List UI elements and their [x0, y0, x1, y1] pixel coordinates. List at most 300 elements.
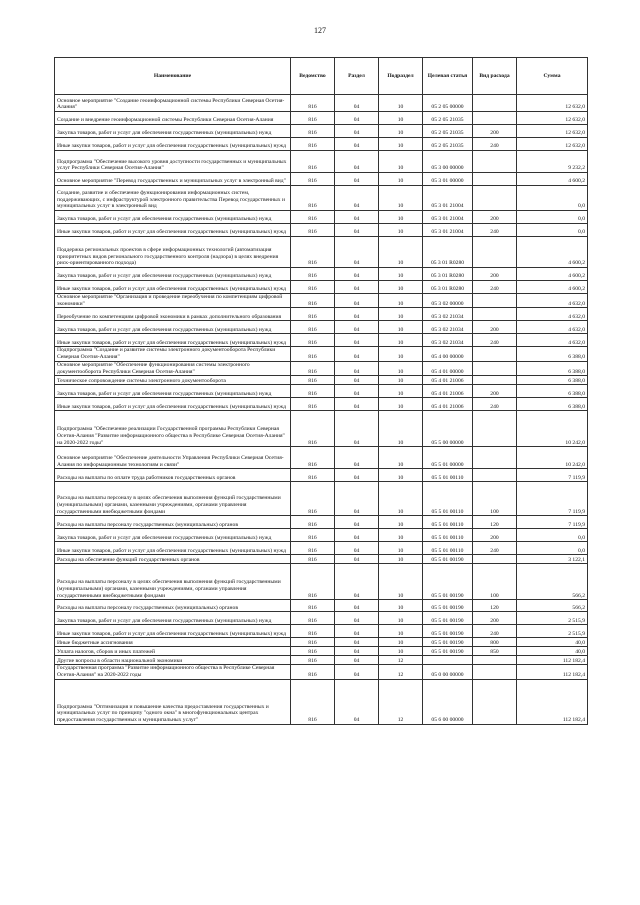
- cell-name: Расходы на выплаты персоналу государственных (муниципальных) органов: [55, 516, 291, 529]
- cell-subsection: 10: [379, 555, 423, 564]
- table-row: [55, 542, 588, 555]
- table-row: [55, 224, 588, 237]
- cell-department: 816: [291, 555, 335, 564]
- cell-subsection: 10: [379, 612, 423, 625]
- cell-subsection: 10: [379, 138, 423, 151]
- cell-subsection: 10: [379, 224, 423, 237]
- cell-subsection: 10: [379, 529, 423, 542]
- cell-target-article: 05 5 01 00190: [423, 564, 473, 600]
- cell-section: 04: [335, 376, 379, 385]
- cell-expense-type: 240: [473, 398, 517, 411]
- cell-section: 04: [335, 529, 379, 542]
- cell-department: 816: [291, 625, 335, 638]
- cell-amount: 112 182,4: [517, 656, 588, 665]
- cell-target-article: 05 3 00 00000: [423, 151, 473, 173]
- cell-target-article: 05 3 01 R0280: [423, 237, 473, 268]
- cell-subsection: 10: [379, 600, 423, 612]
- table-row: [55, 347, 588, 361]
- cell-section: 04: [335, 112, 379, 125]
- table-row: [55, 321, 588, 334]
- cell-department: 816: [291, 516, 335, 529]
- cell-section: 04: [335, 625, 379, 638]
- cell-name: Подпрограмма "Создание и развитие системы электронного документооборота Республики Северная Осетия-Алания": [55, 347, 291, 361]
- cell-name: Подпрограмма "Оптимизация и повышение качества предоставления государственных и муниципальных услуг по принципу "одного окна" в многофункциональных центрах предоставления государственных и муниципальных услуг": [55, 679, 291, 724]
- cell-amount: 2 515,9: [517, 612, 588, 625]
- cell-subsection: 10: [379, 281, 423, 294]
- cell-target-article: 05 5 01 00190: [423, 612, 473, 625]
- cell-target-article: 05 3 01 R0280: [423, 281, 473, 294]
- cell-expense-type: [473, 656, 517, 665]
- cell-section: 04: [335, 398, 379, 411]
- cell-department: 816: [291, 638, 335, 647]
- cell-amount: 6 388,0: [517, 347, 588, 361]
- cell-expense-type: [473, 555, 517, 564]
- cell-target-article: 05 6 00 00000: [423, 679, 473, 724]
- cell-name: Закупка товаров, работ и услуг для обеспечения государственных (муниципальных) нужд: [55, 385, 291, 398]
- cell-department: 816: [291, 151, 335, 173]
- cell-expense-type: 240: [473, 625, 517, 638]
- cell-expense-type: 120: [473, 600, 517, 612]
- cell-name: Подпрограмма "Обеспечение реализации Государственной программы Республики Северная Осетия-Алания "Развитие информационного общества в Республике Северная Осетия-Алания" на 2020-2022 годы": [55, 411, 291, 447]
- cell-department: 816: [291, 647, 335, 656]
- cell-department: 816: [291, 186, 335, 211]
- cell-expense-type: 200: [473, 321, 517, 334]
- cell-expense-type: [473, 469, 517, 482]
- header-department: Ведомство: [291, 58, 335, 95]
- cell-department: 816: [291, 665, 335, 679]
- cell-name: Иные закупки товаров, работ и услуг для обеспечения государственных (муниципальных) нужд: [55, 542, 291, 555]
- cell-name: Иные закупки товаров, работ и услуг для обеспечения государственных (муниципальных) нужд: [55, 281, 291, 294]
- cell-department: 816: [291, 211, 335, 224]
- cell-name: Создание, развитие и обеспечение функционирования информационных систем, поддерживающих, с инфраструктурой электронного правительства Перевод государственных и муниципальных услуг в электронный вид: [55, 186, 291, 211]
- cell-section: 04: [335, 564, 379, 600]
- cell-section: 04: [335, 600, 379, 612]
- cell-expense-type: 240: [473, 542, 517, 555]
- cell-target-article: 05 5 01 00190: [423, 638, 473, 647]
- cell-department: 816: [291, 294, 335, 308]
- table-row: [55, 625, 588, 638]
- cell-amount: 112 182,4: [517, 665, 588, 679]
- cell-amount: 4 600,2: [517, 281, 588, 294]
- cell-target-article: 05 5 01 00190: [423, 600, 473, 612]
- cell-section: 04: [335, 385, 379, 398]
- cell-name: Поддержка региональных проектов в сфере информационных технологий (автоматизация приоритетных видов регионального государственного контроля (надзора) в целях внедрения риск-ориентированного подхода): [55, 237, 291, 268]
- table-row: [55, 411, 588, 447]
- cell-subsection: 10: [379, 516, 423, 529]
- cell-department: 816: [291, 612, 335, 625]
- cell-target-article: 05 3 02 00000: [423, 294, 473, 308]
- cell-amount: 12 632,0: [517, 112, 588, 125]
- table-row: [55, 447, 588, 469]
- cell-target-article: 05 2 05 00000: [423, 95, 473, 112]
- table-row: [55, 281, 588, 294]
- table-row: [55, 555, 588, 564]
- cell-department: 816: [291, 281, 335, 294]
- cell-expense-type: 850: [473, 647, 517, 656]
- table-row: [55, 173, 588, 186]
- cell-name: Основное мероприятие "Организация и проведение переобучения по компетенциям цифровой экономики": [55, 294, 291, 308]
- cell-target-article: 05 2 05 21035: [423, 112, 473, 125]
- cell-expense-type: [473, 151, 517, 173]
- cell-name: Расходы на выплаты по оплате труда работников государственных органов: [55, 469, 291, 482]
- cell-amount: 40,0: [517, 647, 588, 656]
- cell-subsection: 10: [379, 125, 423, 138]
- header-section: Раздел: [335, 58, 379, 95]
- table-row: [55, 237, 588, 268]
- cell-section: 04: [335, 612, 379, 625]
- cell-amount: 6 388,0: [517, 398, 588, 411]
- cell-section: 04: [335, 555, 379, 564]
- cell-expense-type: [473, 173, 517, 186]
- cell-expense-type: [473, 665, 517, 679]
- cell-expense-type: [473, 112, 517, 125]
- table-row: [55, 294, 588, 308]
- cell-target-article: 05 4 01 00000: [423, 361, 473, 375]
- table-row: [55, 516, 588, 529]
- cell-target-article: 05 3 02 21034: [423, 308, 473, 321]
- cell-section: 04: [335, 482, 379, 516]
- cell-subsection: 10: [379, 173, 423, 186]
- table-row: [55, 656, 588, 665]
- table-row: [55, 385, 588, 398]
- cell-name: Расходы на обеспечение функций государственных органов: [55, 555, 291, 564]
- cell-expense-type: [473, 447, 517, 469]
- table-row: [55, 529, 588, 542]
- cell-subsection: 10: [379, 638, 423, 647]
- cell-subsection: 10: [379, 647, 423, 656]
- header-amount: Сумма: [517, 58, 588, 95]
- cell-expense-type: [473, 186, 517, 211]
- table-row: [55, 482, 588, 516]
- cell-amount: 6 388,0: [517, 361, 588, 375]
- cell-subsection: 10: [379, 361, 423, 375]
- cell-department: 816: [291, 529, 335, 542]
- cell-section: 04: [335, 186, 379, 211]
- cell-amount: 0,0: [517, 529, 588, 542]
- cell-name: Техническое сопровождение системы электронного документооборота: [55, 376, 291, 385]
- cell-subsection: 10: [379, 294, 423, 308]
- table-row: [55, 665, 588, 679]
- table-row: [55, 151, 588, 173]
- header-expense-type: Вид расхода: [473, 58, 517, 95]
- table-row: [55, 186, 588, 211]
- cell-name: Основное мероприятие "Обеспечение деятельности Управления Республики Северная Осетия-Алания по информационным технологиям и связи": [55, 447, 291, 469]
- cell-expense-type: 200: [473, 612, 517, 625]
- cell-section: 04: [335, 347, 379, 361]
- cell-amount: 4 632,0: [517, 334, 588, 347]
- cell-department: 816: [291, 447, 335, 469]
- table-row: [55, 612, 588, 625]
- cell-subsection: 10: [379, 482, 423, 516]
- cell-subsection: 10: [379, 186, 423, 211]
- cell-section: 04: [335, 125, 379, 138]
- cell-target-article: 05 5 01 00190: [423, 647, 473, 656]
- cell-subsection: 10: [379, 95, 423, 112]
- cell-department: 816: [291, 308, 335, 321]
- table-body: [55, 95, 588, 725]
- cell-department: 816: [291, 482, 335, 516]
- cell-department: 816: [291, 361, 335, 375]
- header-subsection: Подраздел: [379, 58, 423, 95]
- table-row: [55, 361, 588, 375]
- cell-expense-type: [473, 308, 517, 321]
- cell-department: 816: [291, 385, 335, 398]
- cell-name: Закупка товаров, работ и услуг для обеспечения государственных (муниципальных) нужд: [55, 321, 291, 334]
- cell-subsection: 10: [379, 398, 423, 411]
- table-row: [55, 469, 588, 482]
- cell-target-article: [423, 656, 473, 665]
- cell-target-article: 05 3 01 00000: [423, 173, 473, 186]
- cell-expense-type: [473, 411, 517, 447]
- cell-department: 816: [291, 321, 335, 334]
- cell-name: Основное мероприятие "Создание геоинформационной системы Республики Северная Осетия-Алания": [55, 95, 291, 112]
- cell-target-article: 05 5 01 00110: [423, 469, 473, 482]
- cell-expense-type: [473, 237, 517, 268]
- cell-name: Иные закупки товаров, работ и услуг для обеспечения государственных (муниципальных) нужд: [55, 625, 291, 638]
- cell-amount: 7 119,9: [517, 482, 588, 516]
- cell-subsection: 10: [379, 334, 423, 347]
- table-row: [55, 638, 588, 647]
- cell-target-article: 05 4 01 21006: [423, 385, 473, 398]
- cell-target-article: 05 5 01 00110: [423, 516, 473, 529]
- cell-expense-type: 240: [473, 334, 517, 347]
- cell-department: 816: [291, 542, 335, 555]
- cell-subsection: 10: [379, 625, 423, 638]
- cell-department: 816: [291, 564, 335, 600]
- cell-amount: 4 600,2: [517, 237, 588, 268]
- cell-name: Закупка товаров, работ и услуг для обеспечения государственных (муниципальных) нужд: [55, 612, 291, 625]
- cell-amount: 4 600,2: [517, 268, 588, 281]
- cell-amount: 3 122,1: [517, 555, 588, 564]
- cell-subsection: 10: [379, 447, 423, 469]
- cell-name: Расходы на выплаты персоналу в целях обеспечения выполнения функций государственными (муниципальными) органами, казенными учреждениями, органами управления государственными внебюджетными фондами: [55, 482, 291, 516]
- cell-department: 816: [291, 679, 335, 724]
- cell-subsection: 10: [379, 411, 423, 447]
- cell-target-article: 05 2 05 21035: [423, 125, 473, 138]
- cell-amount: 566,2: [517, 600, 588, 612]
- cell-name: Закупка товаров, работ и услуг для обеспечения государственных (муниципальных) нужд: [55, 211, 291, 224]
- table-row: [55, 647, 588, 656]
- cell-target-article: 05 3 01 21004: [423, 186, 473, 211]
- cell-target-article: 05 3 01 R0280: [423, 268, 473, 281]
- cell-subsection: 10: [379, 268, 423, 281]
- cell-amount: 0,0: [517, 224, 588, 237]
- cell-expense-type: [473, 361, 517, 375]
- cell-name: Иные закупки товаров, работ и услуг для обеспечения государственных (муниципальных) нужд: [55, 334, 291, 347]
- cell-name: Иные закупки товаров, работ и услуг для обеспечения государственных (муниципальных) нужд: [55, 398, 291, 411]
- cell-name: Расходы на выплаты персоналу в целях обеспечения выполнения функций государственными (муниципальными) органами, казенными учреждениями, органами управления государственными внебюджетными фондами: [55, 564, 291, 600]
- cell-expense-type: [473, 95, 517, 112]
- cell-amount: 7 119,9: [517, 516, 588, 529]
- header-name: Наименование: [55, 58, 291, 95]
- cell-department: 816: [291, 125, 335, 138]
- cell-section: 04: [335, 665, 379, 679]
- cell-department: 816: [291, 347, 335, 361]
- table-header-row: [55, 58, 588, 95]
- cell-department: 816: [291, 411, 335, 447]
- cell-subsection: 10: [379, 347, 423, 361]
- cell-name: Переобучение по компетенциям цифровой экономики в рамках дополнительного образования: [55, 308, 291, 321]
- cell-expense-type: 200: [473, 268, 517, 281]
- cell-section: 04: [335, 268, 379, 281]
- cell-expense-type: 800: [473, 638, 517, 647]
- cell-section: 04: [335, 224, 379, 237]
- table-row: [55, 138, 588, 151]
- table-row: [55, 334, 588, 347]
- cell-amount: 4 632,0: [517, 321, 588, 334]
- cell-section: 04: [335, 281, 379, 294]
- table-row: [55, 112, 588, 125]
- cell-name: Уплата налогов, сборов и иных платежей: [55, 647, 291, 656]
- cell-subsection: 12: [379, 679, 423, 724]
- cell-name: Закупка товаров, работ и услуг для обеспечения государственных (муниципальных) нужд: [55, 268, 291, 281]
- cell-expense-type: 100: [473, 482, 517, 516]
- cell-section: 04: [335, 237, 379, 268]
- cell-subsection: 10: [379, 237, 423, 268]
- cell-name: Иные закупки товаров, работ и услуг для обеспечения государственных (муниципальных) нужд: [55, 138, 291, 151]
- cell-target-article: 05 5 01 00110: [423, 482, 473, 516]
- cell-name: Подпрограмма "Обеспечение высокого уровня доступности государственных и муниципальных услуг Республики Северная Осетия-Алания": [55, 151, 291, 173]
- cell-target-article: 05 4 01 21006: [423, 376, 473, 385]
- header-target-article: Целевая статья: [423, 58, 473, 95]
- cell-expense-type: 200: [473, 211, 517, 224]
- cell-section: 04: [335, 447, 379, 469]
- table-row: [55, 398, 588, 411]
- cell-expense-type: 200: [473, 125, 517, 138]
- cell-section: 04: [335, 138, 379, 151]
- cell-section: 04: [335, 95, 379, 112]
- cell-target-article: 05 3 02 21034: [423, 321, 473, 334]
- cell-department: 816: [291, 138, 335, 151]
- cell-amount: 2 515,9: [517, 625, 588, 638]
- cell-target-article: 05 0 00 00000: [423, 665, 473, 679]
- cell-target-article: 05 2 05 21035: [423, 138, 473, 151]
- cell-section: 04: [335, 334, 379, 347]
- cell-section: 04: [335, 211, 379, 224]
- cell-department: 816: [291, 173, 335, 186]
- cell-section: 04: [335, 294, 379, 308]
- cell-section: 04: [335, 679, 379, 724]
- cell-target-article: 05 5 01 00190: [423, 625, 473, 638]
- cell-amount: 12 632,0: [517, 125, 588, 138]
- cell-expense-type: [473, 294, 517, 308]
- cell-expense-type: 240: [473, 224, 517, 237]
- cell-department: 816: [291, 600, 335, 612]
- cell-amount: 4 632,0: [517, 294, 588, 308]
- cell-target-article: 05 5 01 00000: [423, 447, 473, 469]
- cell-department: 816: [291, 95, 335, 112]
- cell-section: 04: [335, 469, 379, 482]
- table-row: [55, 679, 588, 724]
- cell-department: 816: [291, 334, 335, 347]
- cell-subsection: 10: [379, 112, 423, 125]
- cell-department: 816: [291, 237, 335, 268]
- cell-amount: 112 182,4: [517, 679, 588, 724]
- cell-section: 04: [335, 638, 379, 647]
- cell-target-article: 05 3 01 21004: [423, 211, 473, 224]
- cell-section: 04: [335, 647, 379, 656]
- cell-section: 04: [335, 361, 379, 375]
- cell-amount: 0,0: [517, 211, 588, 224]
- cell-name: Закупка товаров, работ и услуг для обеспечения государственных (муниципальных) нужд: [55, 125, 291, 138]
- cell-expense-type: 100: [473, 564, 517, 600]
- cell-amount: 4 632,0: [517, 308, 588, 321]
- cell-amount: 10 242,0: [517, 411, 588, 447]
- cell-department: 816: [291, 398, 335, 411]
- cell-subsection: 10: [379, 211, 423, 224]
- cell-amount: 40,0: [517, 638, 588, 647]
- cell-target-article: 05 3 01 21004: [423, 224, 473, 237]
- cell-subsection: 10: [379, 376, 423, 385]
- cell-department: 816: [291, 224, 335, 237]
- cell-name: Другие вопросы в области национальной экономики: [55, 656, 291, 665]
- cell-subsection: 10: [379, 469, 423, 482]
- table-row: [55, 211, 588, 224]
- cell-target-article: 05 4 01 21006: [423, 398, 473, 411]
- cell-amount: 7 119,9: [517, 469, 588, 482]
- cell-amount: 566,2: [517, 564, 588, 600]
- cell-subsection: 10: [379, 308, 423, 321]
- cell-name: Расходы на выплаты персоналу государственных (муниципальных) органов: [55, 600, 291, 612]
- cell-expense-type: 240: [473, 138, 517, 151]
- cell-subsection: 10: [379, 542, 423, 555]
- cell-section: 04: [335, 411, 379, 447]
- cell-subsection: 10: [379, 151, 423, 173]
- table-row: [55, 376, 588, 385]
- cell-amount: 0,0: [517, 542, 588, 555]
- cell-section: 04: [335, 308, 379, 321]
- cell-amount: 10 242,0: [517, 447, 588, 469]
- cell-amount: 4 600,2: [517, 173, 588, 186]
- cell-amount: 9 232,2: [517, 151, 588, 173]
- cell-expense-type: [473, 376, 517, 385]
- cell-name: Основное мероприятие "Обеспечение функционирования системы электронного документооборота Республики Северная Осетия-Алания": [55, 361, 291, 375]
- cell-target-article: 05 5 01 00110: [423, 542, 473, 555]
- cell-name: Иные бюджетные ассигнования: [55, 638, 291, 647]
- cell-name: Создание и внедрение геоинформационной системы Республики Северная Осетия-Алания: [55, 112, 291, 125]
- cell-section: 04: [335, 321, 379, 334]
- cell-section: 04: [335, 173, 379, 186]
- cell-target-article: 05 5 01 00190: [423, 555, 473, 564]
- cell-subsection: 12: [379, 665, 423, 679]
- page-number: 127: [314, 26, 326, 35]
- budget-table: [54, 57, 588, 725]
- cell-subsection: 10: [379, 321, 423, 334]
- cell-amount: 12 632,0: [517, 138, 588, 151]
- cell-subsection: 12: [379, 656, 423, 665]
- cell-name: Государственная программа "Развитие информационного общества в Республике Северная Осетия-Алания" на 2020-2022 годы: [55, 665, 291, 679]
- table-row: [55, 268, 588, 281]
- cell-amount: 6 388,0: [517, 385, 588, 398]
- cell-target-article: 05 5 01 00110: [423, 529, 473, 542]
- table-row: [55, 308, 588, 321]
- cell-name: Основное мероприятие "Перевод государственных и муниципальных услуг в электронный вид": [55, 173, 291, 186]
- cell-section: 04: [335, 656, 379, 665]
- cell-department: 816: [291, 112, 335, 125]
- cell-expense-type: 240: [473, 281, 517, 294]
- cell-department: 816: [291, 656, 335, 665]
- cell-department: 816: [291, 376, 335, 385]
- cell-section: 04: [335, 542, 379, 555]
- cell-subsection: 10: [379, 385, 423, 398]
- cell-amount: 6 388,0: [517, 376, 588, 385]
- table-row: [55, 125, 588, 138]
- cell-target-article: 05 5 00 00000: [423, 411, 473, 447]
- cell-expense-type: 200: [473, 529, 517, 542]
- cell-department: 816: [291, 268, 335, 281]
- cell-subsection: 10: [379, 564, 423, 600]
- table-row: [55, 564, 588, 600]
